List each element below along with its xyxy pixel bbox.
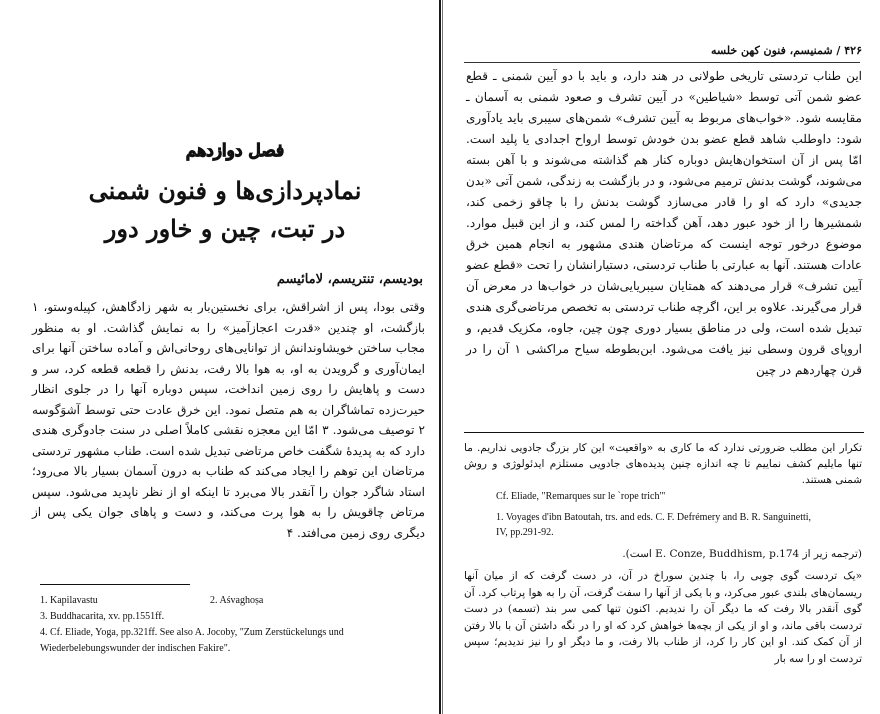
left-page [0,0,438,714]
footnote-cf: Cf. Eliade, "Remarques sur le `rope trich'" [496,491,666,502]
chapter-title-line1: نمادپردازی‌ها و فنون شمنی [88,176,362,205]
right-body-text [466,66,862,381]
footnote-rule-right [464,432,864,433]
page-gutter [439,0,441,714]
section-heading: بودیسم، تنتریسم، لامائیسم [276,272,423,287]
quote-block [464,568,862,667]
footnote-rule-left [40,584,190,585]
page-gutter-shadow [442,0,443,714]
chapter-title-line2: در تبت، چین و خاور دور [104,214,346,243]
footnote-note-fa: تکرار این مطلب ضرورتی ندارد که ما کاری به «واقعیت» این کار بزرگ جادویی نداریم. ما تنها مایلیم کشف نماییم تا چه اندازه چنین پدیده‌های جادویی مستلزم ایدئولوژی و روش شمنی هستند. [464,442,862,486]
footnote-4-line2: Wiederbelebungswunder der indischen Fakire". [40,643,231,654]
right-page [444,0,880,714]
left-body-text [32,297,425,543]
footnote-1: 1. Kapilavastu [40,595,98,606]
footnote-2: 2. Aśvaghoṣa [210,595,264,606]
footnote-ibn-batoutah [496,510,866,540]
translation-note-text: (ترجمه زیر از E. Conze, Buddhism, p.174 است). [622,548,862,560]
chapter-label: فصل دوازدهم [185,141,285,161]
header-rule [464,62,860,63]
running-header: ۴۲۶ / شمنیسم، فنون کهن خلسه [711,44,862,57]
quote-paragraph: «یک تردست گوی چوبی را، با چندین سوراخ در آن، در دست گرفت که از میان آنها ریسمان‌های بلندی عبور می‌کرد، و با یکی از آنها را سفت گرفت، آن را به هوا پرتاب کرد. آن گوی آنقدر بالا رفت که ما دیگر آن را ندیدیم. اکنون تنها کمی سر بند (تسمه) در دست تردست باقی ماند، و او از یکی از بچه‌ها خواهش کرد که او را در نگه داشتن آن با بالا رفتن از آن کمک کند. او این کار را کرد، از طناب بالا رفت، و ما دیگر او را نیز ندیدیم؛ سپس تردست او را سه بار [464,570,862,665]
left-footnotes [40,593,425,657]
left-paragraph: وقتی بودا، پس از اشراقش، برای نخستین‌بار به شهر زادگاهش، کپیله‌وستو، ۱ بازگشت، او چندین «قدرت اعجازآمیز» را به نمایش گذاشت. او به منظور مجاب ساختن خویشاوندانش از توانایی‌های روحانی‌اش و آماده ساختن آنها برای ایمان‌آوری و گرویدن به او، به هوا بالا رفت، بدنش را قطعه قطعه کرد، سر و دست و پاهایش را روی زمین انداخت، سپس دوباره آنها را در جلوی انظار حیرت‌زده تماشاگران به هم متصل نمود. این خرق عادت حتی توسط آشوَگوسه ۲ توصیف می‌شود. ۳ امّا این معجزه نقشی کاملاً اصلی در سنت جادوگری هندی دارد که به پدیدهٔ شگفت خاص مرتاضی تبدیل شده است. طناب مشهور تردستی مرتاضان این توهم را ایجاد می‌کند که طناب به درون آسمان بسیار بالا می‌رود؛ استاد شاگرد جوان را آنقدر بالا می‌برد تا اینکه او از نظر ناپدید می‌شود. سپس مرتاض چاقویش را به هوا پرت می‌کند، و دست و پاهای جوان یکی پس از دیگری روی زمین می‌افتد. ۴ [32,300,425,540]
translation-note [464,546,862,562]
right-footnotes-en [496,489,866,546]
footnote-4-line1: 4. Cf. Eliade, Yoga, pp.321ff. See also A. Jocoby, "Zum Zerstückelungs und [40,627,344,638]
footnote-3: 3. Buddhacarita, xv. pp.1551ff. [40,611,165,622]
footnote-ibn-batoutah-line2: IV, pp.291-92. [496,527,554,538]
right-paragraph: این طناب تردستی تاریخی طولانی در هند دارد، و باید با دو آیین شمنی ـ قطع عضو شمن آتی توسط «شیاطین» در آیین تشرف و صعود شمنی به آسمان ـ مقایسه شود. «خواب‌های مربوط به آیین تشرف» شمن‌های سیبری باید یادآوری شود: داوطلب شاهد قطع عضو بدن خودش توسط ارواح اجدادی یا پلید است. امّا پس از آن استخوان‌هایش دوباره کنار هم گذاشته می‌شوند و با آهن بسته می‌شوند، گوشت بدنش ترمیم می‌شود، و در بازگشت به زندگی، شمن آتی «بدن جدیدی» دارد که او را قادر می‌سازد گوشت بدنش را با چاقو زخمی کند، شمشیرها را از خود عبور دهد، آهن گداخته را لمس کند، و از این قبیل موارد. موضوع درخور توجه اینست که مرتاضان هندی مشهور به انجام همین خرق عادات هستند. آنها به عبارتی با طناب تردستی، دستیارانشان را تحت «قطع عضو آیین تشرف» قرار می‌دهند که همتایان سیبریایی‌شان در خواب‌ها در معرض آن قرار می‌گیرند. علاوه بر این، اگرچه طناب تردستی به تخصص مرتاضی‌گری هندی تبدیل شده است، ولی در مناطق بسیار دوری چون چین، جاوه، مکزیک قدیم، و اروپای قرون وسطی نیز یافت می‌شود. ابن‌بطوطه سیاح مراکشی ۱ آن را در قرن چهاردهم در چین [466,69,862,377]
footnote-ibn-batoutah-line1: 1. Voyages d'ibn Batoutah, trs. and eds. C. F. Defrémery and B. R. Sanguinetti, [496,512,812,523]
footnote-row [40,593,425,609]
